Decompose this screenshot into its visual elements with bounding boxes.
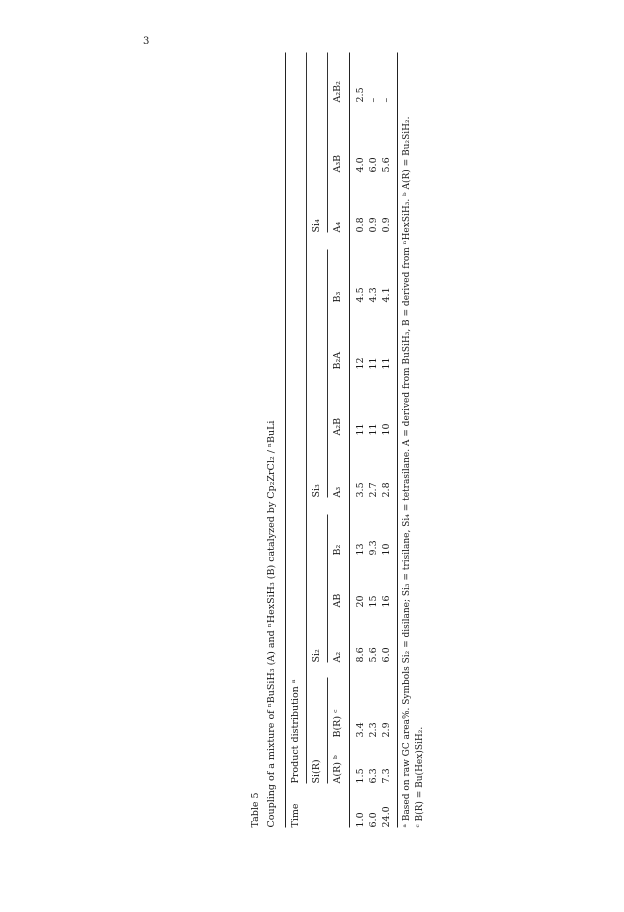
table-cell: 3.5 — [355, 482, 366, 498]
table-cell: 4.3 — [368, 287, 379, 303]
table-cell: 2.9 — [381, 722, 392, 738]
page-number: 3 — [143, 36, 150, 47]
table-cell: 2.8 — [381, 482, 392, 498]
col-header: A(R) ᵇ — [332, 755, 343, 784]
table-cell: 0.8 — [355, 217, 366, 233]
header-si3: Si₃ — [311, 484, 322, 498]
bottom-rule — [397, 53, 398, 828]
col-header: B₃ — [332, 291, 343, 303]
table-cell: 3.4 — [355, 722, 366, 738]
header-si4: Si₄ — [311, 219, 322, 233]
table-cell: 11 — [355, 423, 366, 436]
footnote: ᵃ Based on raw GC area%. Symbols Si₂ = disilane; Si₃ = trisilane, Si₄ = tetrasilane. A = derived from BuSiH₃, B = derived from ⁿHexSiH₃. ᵇ A(R) = Bu₂SiH₂. — [402, 116, 412, 828]
header-si-r: Si(R) — [311, 759, 322, 784]
col-header: A₃B — [332, 154, 343, 173]
table-cell: 7.3 — [381, 768, 392, 784]
si-r-rule — [327, 678, 328, 784]
table-cell: 15 — [368, 595, 379, 608]
table-caption: Coupling of a mixture of ⁿBuSiH₃ (A) and ⁿHexSiH₃ (B) catalyzed by Cp₂ZrCl₂ / ⁿBuLi — [266, 420, 277, 828]
table-label: Table 5 — [250, 792, 261, 828]
top-rule — [285, 53, 286, 828]
table-cell: 13 — [355, 543, 366, 556]
cell-time: 6.0 — [368, 812, 379, 828]
col-header: A₂B — [332, 417, 343, 436]
table-cell: 8.6 — [355, 647, 366, 663]
header-si2: Si₂ — [311, 649, 322, 663]
header-time: Time — [290, 803, 301, 828]
col-header: AB — [332, 593, 343, 608]
table-cell: 11 — [381, 357, 392, 370]
table-cell: 4.1 — [381, 287, 392, 303]
header-bottom-rule — [349, 53, 350, 828]
table-cell: 6.0 — [381, 647, 392, 663]
table-cell: 10 — [381, 543, 392, 556]
table-cell: 9.3 — [368, 540, 379, 556]
table-cell: 20 — [355, 595, 366, 608]
rotated-table-block — [250, 53, 430, 828]
col-header: A₂ — [332, 651, 343, 663]
cell-time: 24.0 — [381, 806, 392, 828]
table-cell: – — [368, 97, 379, 103]
col-header: B₂ — [332, 544, 343, 556]
table-cell: 12 — [355, 357, 366, 370]
footnote: ᶜ B(R) = Bu(Hex)SiH₂. — [415, 726, 425, 828]
col-header: A₃ — [332, 486, 343, 498]
table-cell: 11 — [368, 423, 379, 436]
table-cell: 2.7 — [368, 482, 379, 498]
table-cell: 0.9 — [381, 217, 392, 233]
table-cell: 6.0 — [368, 157, 379, 173]
table-cell: 2.5 — [355, 87, 366, 103]
col-header: A₄ — [332, 221, 343, 233]
table-cell: 4.0 — [355, 157, 366, 173]
table-cell: 5.6 — [381, 157, 392, 173]
table-cell: 11 — [368, 357, 379, 370]
table-cell: 4.5 — [355, 287, 366, 303]
si2-rule — [327, 515, 328, 663]
col-header: B₂A — [332, 351, 343, 370]
si3-rule — [327, 250, 328, 498]
col-header: B(R) ᶜ — [332, 709, 343, 738]
table-cell: 5.6 — [368, 647, 379, 663]
si4-rule — [327, 53, 328, 233]
table-cell: 10 — [381, 423, 392, 436]
table-cell: 1.5 — [355, 768, 366, 784]
table-cell: 2.3 — [368, 722, 379, 738]
table-cell: 0.9 — [368, 217, 379, 233]
col-header: A₂B₂ — [332, 81, 343, 103]
header-product-distribution: Product distribution ᵃ — [290, 679, 301, 784]
cell-time: 1.0 — [355, 812, 366, 828]
table-cell: – — [381, 97, 392, 103]
header-rule-1 — [306, 53, 307, 784]
table-cell: 16 — [381, 595, 392, 608]
table-cell: 6.3 — [368, 768, 379, 784]
